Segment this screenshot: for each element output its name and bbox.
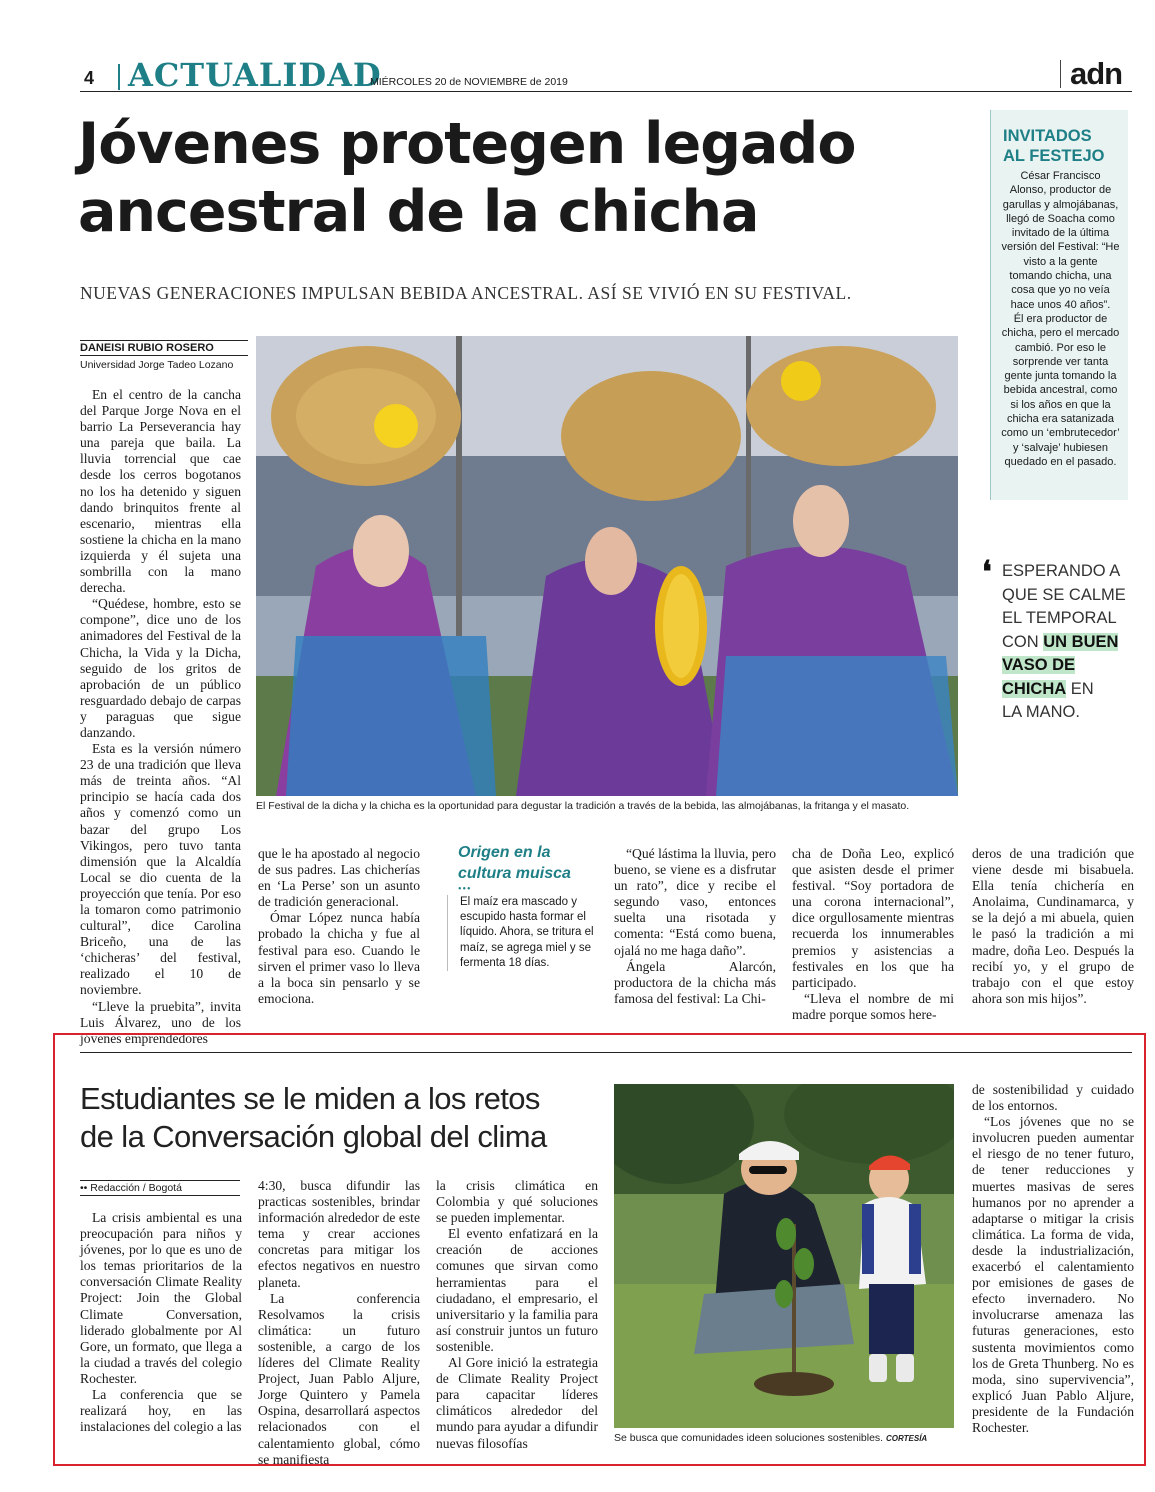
origin-box [446, 842, 596, 971]
issue-date: MIÉRCOLES 20 de NOVIEMBRE de 2019 [370, 76, 568, 88]
byline [80, 340, 248, 371]
header-divider-right [1060, 60, 1061, 88]
body-paragraph: Ángela Alarcón, productora de la chicha más famosa del festival: La Chi- [614, 958, 776, 1006]
body-paragraph: La crisis ambiental es una preocupación para niños y jóvenes, por lo que es uno de los temas prioritarios de la conversación Climate Reality Project: Join the Global Climate Conversation, liderado globalmente por Al Gore, un formato, que llega a la ciudad a través del colegio Rochester. [80, 1210, 242, 1386]
body-paragraph: La conferencia que se realizará hoy, en las instalaciones del colegio a las [80, 1387, 242, 1435]
main-col-5 [792, 846, 954, 1023]
body-paragraph: En el centro de la cancha del Parque Jorge Nova en el barrio La Perseverancia hay una pareja que baila. La lluvia torrencial que cae desde los cerros bogotanos no los ha detenido y siguen dando brinquitos frente al escenario, mientras ella sostiene la chicha en la mano izquierda y él sujeta una sombrilla con la mano derecha. [80, 387, 241, 596]
body-paragraph: de sostenibilidad y cuidado de los entornos. [972, 1082, 1134, 1114]
pull-quote-text: EN [1066, 679, 1094, 698]
pull-quote-highlight: CHICHA [1002, 679, 1067, 698]
body-paragraph: cha de Doña Leo, explicó que asisten desde el primer festival. “Soy portadora de una corona internacional”, dice orgullosamente mientras recuerda los innumerables premios y asistencias a festivales en los que ha participado. [792, 846, 954, 990]
body-paragraph: El evento enfatizará en la creación de acciones comunes que sirvan como herramientas para el ciudadano, el empresario, el universitario y la familia para así construir juntos un futuro sostenible. [436, 1226, 598, 1354]
body-paragraph: “Los jóvenes que no se involucren pueden aumentar el riesgo de no tener futuro, de tener reducciones y muertes masivas de seres humanos por no aprender a adaptarse o mitigar la crisis climática. La forma de vida, desde la industrialización, exacerbó el calentamiento por emisiones de gases de efecto invernadero. No involucrarse amenaza las futuras generaciones, esto sustenta movimientos como los de Greta Thunberg. No es moda, sino supervivencia”, explicó Juan Pablo Aljure, presidente de la Fundación Rochester. [972, 1114, 1134, 1435]
body-paragraph: Ómar López nunca había probado la chicha y fue al festival para eso. Cuando le sirven el primer vaso lo lleva a la boca sin pensarlo y se emociona. [258, 910, 420, 1006]
photo-credit: CORTESÍA [886, 1434, 928, 1443]
festival-photo-caption: El Festival de la dicha y la chicha es la oportunidad para degustar la tradición a través de la bebida, las almojábanas, la fritanga y el masato. [256, 800, 910, 812]
main-subhead: NUEVAS GENERACIONES IMPULSAN BEBIDA ANCESTRAL. ASÍ SE VIVIÓ EN SU FESTIVAL. [80, 283, 852, 303]
main-col-2 [258, 846, 420, 1007]
second-byline: •• Redacción / Bogotá [80, 1180, 240, 1196]
section-rule [80, 1052, 1132, 1053]
main-col-1 [80, 387, 241, 1047]
main-col-6 [972, 846, 1134, 1007]
guests-sidebar-body [1001, 169, 1120, 469]
pull-quote-line: ESPERANDO A [1002, 562, 1121, 580]
origin-box-body: El maíz era mascado y escupido hasta formar el líquido. Ahora, se tritura el maíz, se agrega miel y se fermenta 18 días. [447, 895, 596, 971]
tree-planting-caption-text: Se busca que comunidades ideen soluciones sostenibles. [614, 1432, 884, 1444]
header-rule [80, 91, 1132, 92]
pull-quote [982, 556, 1132, 725]
byline-name: DANEISI RUBIO ROSERO [80, 340, 248, 356]
body-paragraph: Esta es la versión número 23 de una tradición que lleva más de treinta años. “Al principio se hacía cada dos años y comenzó como un bazar del grupo Los Vikingos, pero tuvo tanta dimensión que la Alcaldía Local se dio cuenta de la proyección que tenía. Por eso la tomaron como patrimonio cultural”, dice Carolina Briceño, una de las ‘chicheras’ del festival, realizado el 10 de noviembre. [80, 741, 241, 998]
main-headline [78, 110, 855, 246]
tree-planting-caption [614, 1432, 954, 1444]
pull-quote-line: LA MANO. [1002, 703, 1080, 721]
tree-planting-photo [614, 1084, 954, 1428]
body-paragraph: La conferencia Resolvamos la crisis climática: un futuro sostenible, a cargo de los líderes del Climate Reality Project, Juan Pablo Aljure, Jorge Quintero y Pamela Ospina, desarrollará aspectos relacionados con el calentamiento global, cómo se manifiesta [258, 1290, 420, 1467]
pull-quote-text: CON [1002, 632, 1044, 651]
body-paragraph: deros de una tradición que viene desde mi bisabuela. Ella tenía chichería en Anolaima, Cundinamarca, y se la dejó a mi abuela, quien le pasó la tradición a mi madre, doña Leo. Después la recibí yo, y el grupo de trabajo con el que estoy ahora son mis hijos”. [972, 846, 1134, 1006]
pull-quote-highlight: UN BUEN [1043, 632, 1119, 651]
second-headline [80, 1080, 547, 1156]
body-paragraph: 4:30, busca difundir las practicas sostenibles, brindar información alrededor de este tema y crear acciones concretas para mitigar los efectos negativos en nuestro planeta. [258, 1178, 420, 1290]
second-col-3 [436, 1178, 598, 1452]
pull-quote-line: QUE SE CALME [1002, 585, 1126, 604]
second-col-1 [80, 1210, 242, 1435]
section-title: ACTUALIDAD [128, 56, 382, 94]
pull-quote-line: EL TEMPORAL [1002, 609, 1117, 627]
guests-sidebar-para: Él era productor de chicha, pero el mercado cambió. Por eso le sorprende ver tanta gente junta tomando la bebida ancestral, como si los años en que la chicha era satanizada como un ‘embrutecedor’ y ‘salvaje’ hubiesen quedado en el pasado. [1001, 312, 1120, 468]
body-paragraph: Al Gore inició la estrategia de Climate Reality Project para capacitar líderes climáticos alrededor del mundo para ayudar a difundir nuevas filosofías [436, 1355, 598, 1451]
second-headline-line1: Estudiantes se le miden a los retos [80, 1081, 540, 1116]
main-col-4 [614, 846, 776, 1007]
body-paragraph: “Lleva el nombre de mi madre porque somos here- [792, 990, 954, 1022]
pull-quote-highlight: VASO DE [1002, 656, 1076, 674]
guests-sidebar-title-line2: AL FESTEJO [1003, 147, 1105, 165]
body-paragraph: que le ha apostado al negocio de sus padres. Las chicherías en ‘La Perse’ son un asunto de tradición generacional. [258, 846, 420, 910]
byline-affiliation: Universidad Jorge Tadeo Lozano [80, 359, 234, 371]
page-number: 4 [84, 68, 95, 88]
origin-box-title [446, 842, 596, 884]
origin-box-title-line1: Origen en la [458, 844, 551, 861]
body-paragraph: “Lleve la pruebita”, invita Luis Álvarez, uno de los jóvenes emprendedores [80, 998, 241, 1046]
main-headline-line2: ancestral de la chicha [78, 179, 759, 245]
second-col-2 [258, 1178, 420, 1468]
body-paragraph: la crisis climática en Colombia y qué soluciones se pueden implementar. [436, 1178, 598, 1226]
header-divider [118, 64, 120, 90]
origin-box-dots: ••• [458, 884, 472, 895]
second-headline-line2: de la Conversación global del clima [80, 1119, 547, 1154]
body-paragraph: “Quédese, hombre, esto se compone”, dice uno de los animadores del Festival de la Chicha, la Vida y la Dicha, seguido de los gritos de aprobación de un público resguardado debajo de carpas y paraguas que sigue danzando. [80, 596, 241, 740]
adn-logo: adn [1070, 56, 1123, 91]
guests-sidebar-title [1003, 126, 1120, 166]
origin-box-title-line2: cultura muisca [458, 865, 571, 882]
body-paragraph: “Qué lástima la lluvia, pero bueno, se viene es a disfrutar un rato”, dice y recibe el segundo vaso, entonces suelta una risotada y comenta: “Está como buena, ojalá no me haga daño”. [614, 846, 776, 958]
guests-sidebar-para: César Francisco Alonso, productor de garullas y almojábanas, llegó de Soacha como invitado de la última versión del Festival: “He visto a la gente tomando chicha, una cosa que yo no veía hace unos 40 años”. [1001, 170, 1120, 311]
guests-sidebar-title-line1: INVITADOS [1003, 127, 1092, 145]
second-col-4 [972, 1082, 1134, 1436]
main-headline-line1: Jóvenes protegen legado [78, 111, 856, 177]
guests-sidebar [990, 110, 1128, 500]
quote-mark-icon: ❛ [982, 556, 992, 589]
festival-photo [256, 336, 958, 796]
